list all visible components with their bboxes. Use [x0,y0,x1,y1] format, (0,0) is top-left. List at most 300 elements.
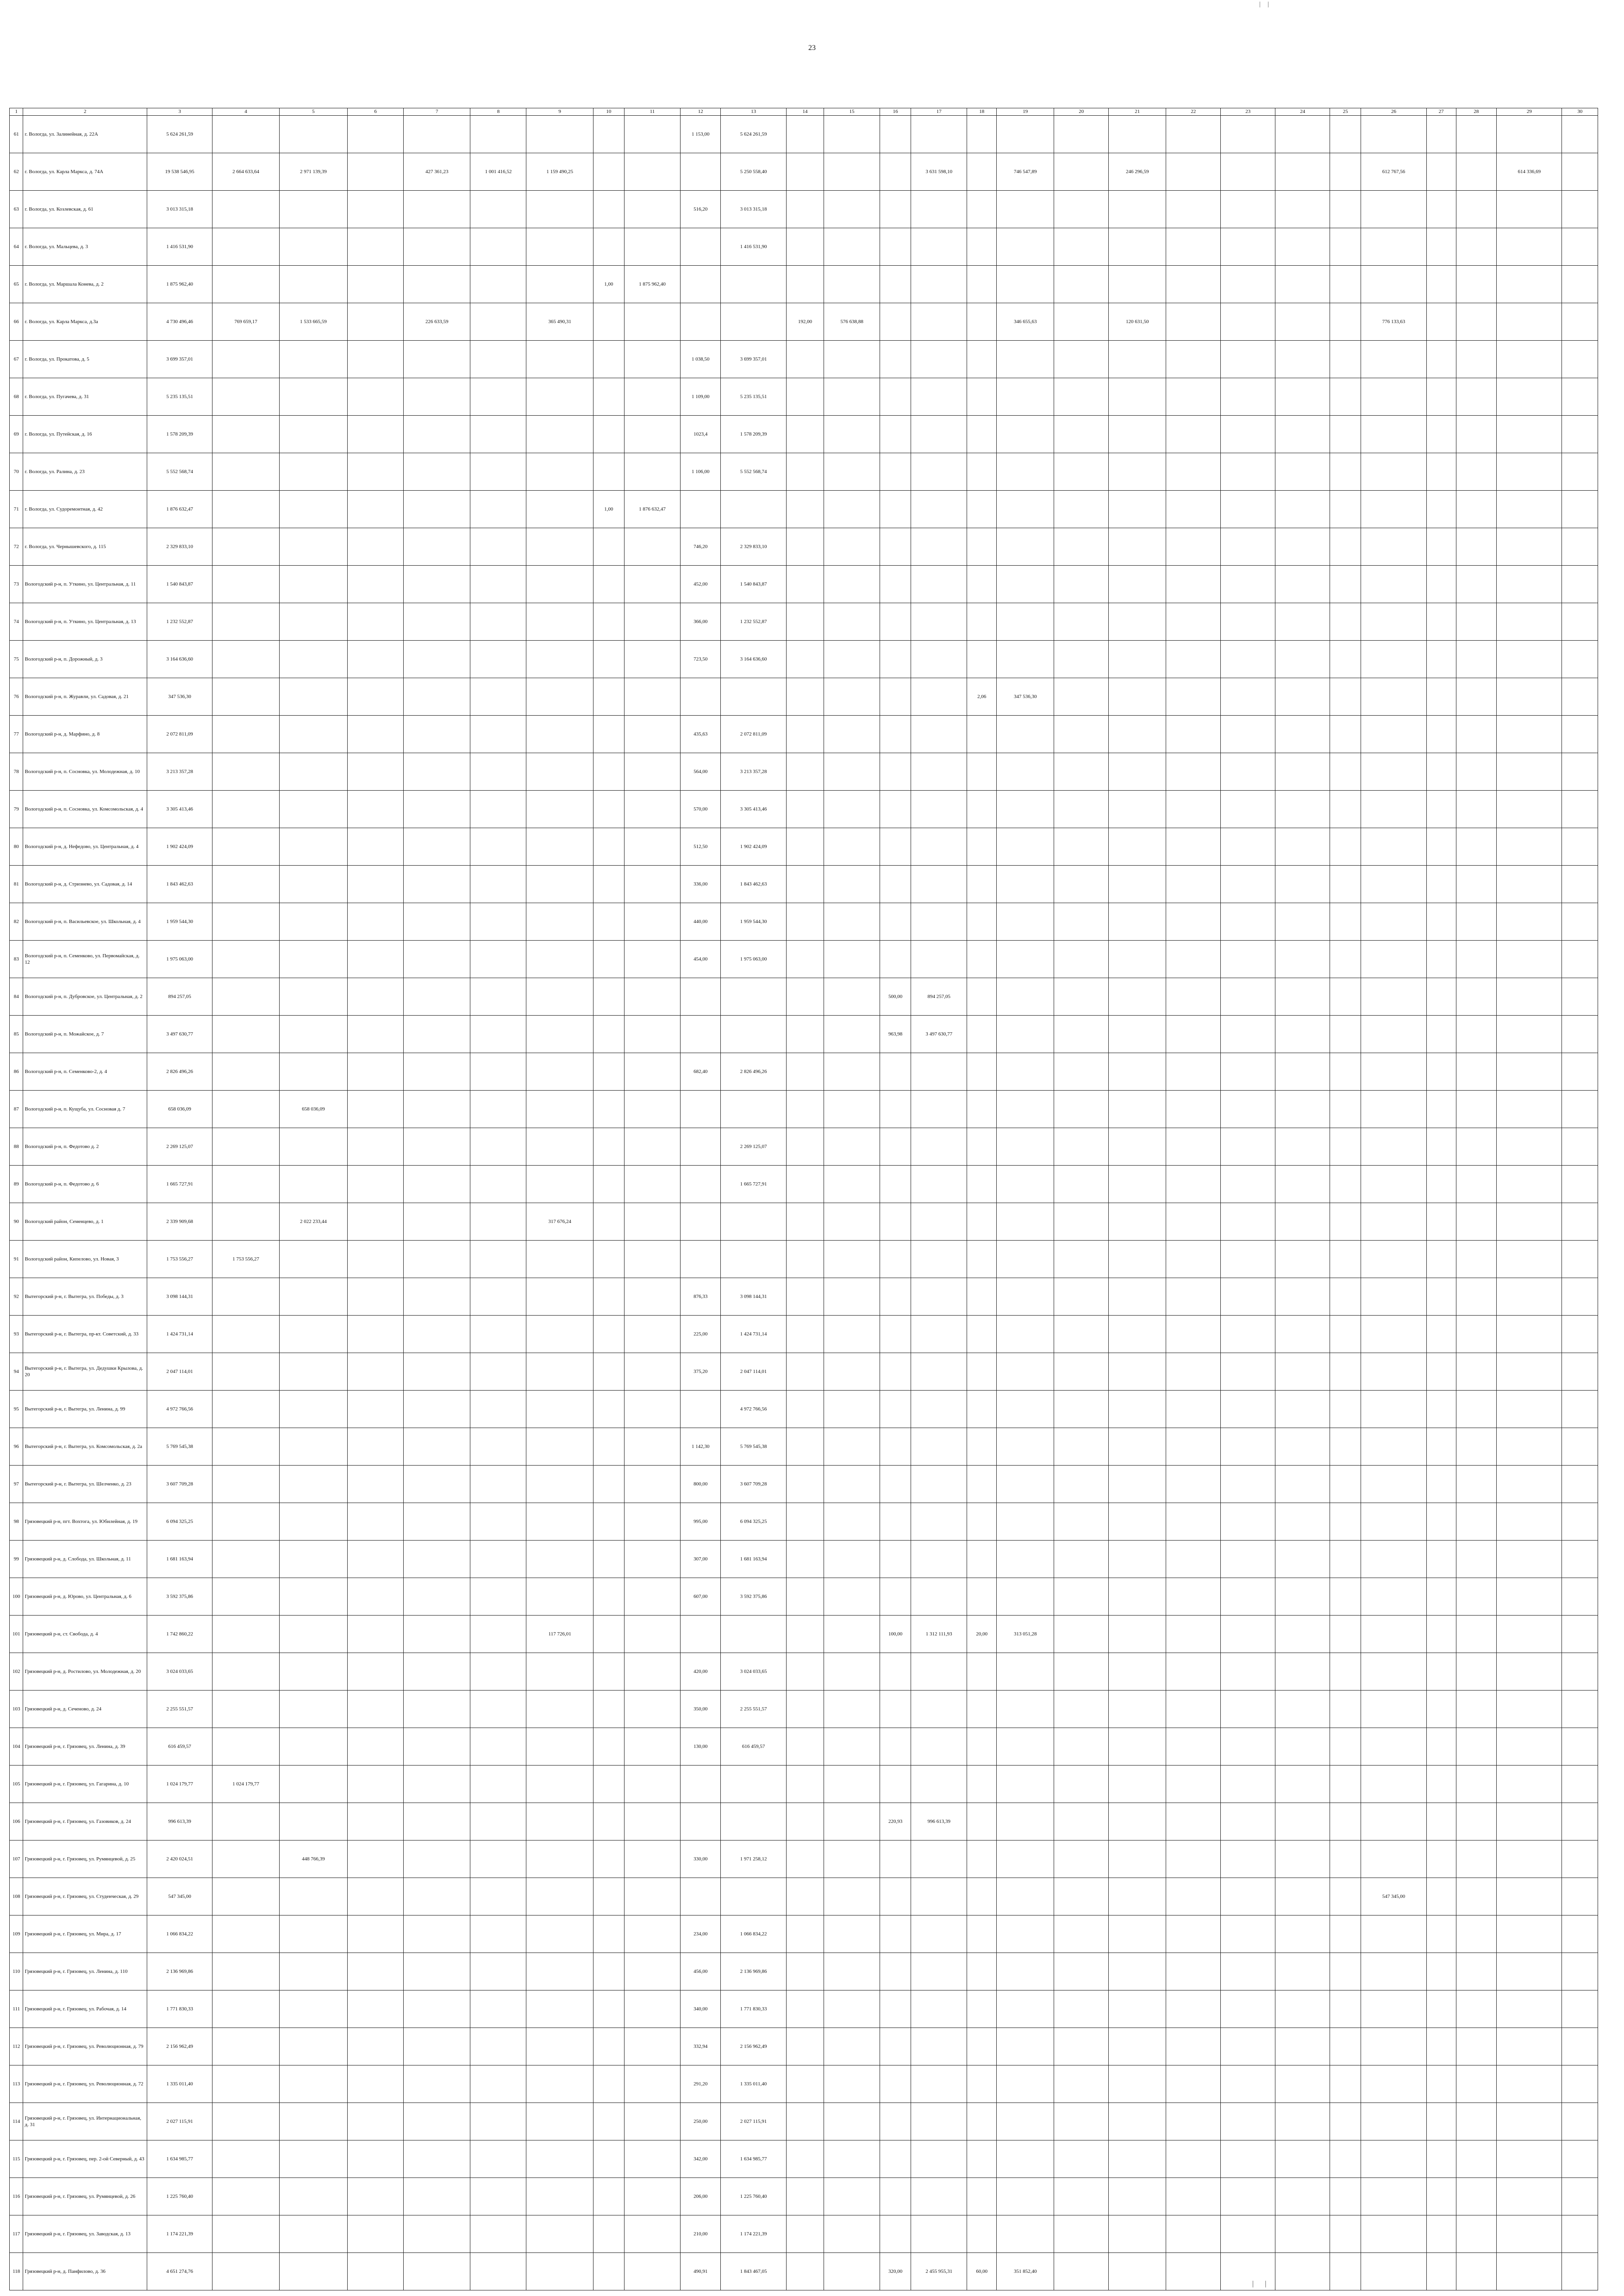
value-cell-col-30 [1562,1578,1598,1616]
value-cell-col-3: 3 699 357,01 [147,341,212,378]
value-cell-col-22 [1166,1803,1221,1841]
value-cell-col-28 [1456,1091,1496,1128]
value-cell-col-20 [1054,1128,1109,1166]
value-cell-col-14 [786,1278,824,1316]
value-cell-col-17 [911,1316,967,1353]
value-cell-col-12: 210,00 [680,2215,720,2253]
value-cell-col-14 [786,1803,824,1841]
column-number-15: 15 [824,108,880,116]
value-cell-col-9 [526,1841,593,1878]
table-row [10,1053,1598,1091]
value-cell-col-18 [967,416,997,453]
value-cell-col-12: 342,00 [680,2140,720,2178]
value-cell-col-29 [1497,1503,1562,1541]
value-cell-col-14 [786,153,824,191]
value-cell-col-24 [1275,1128,1330,1166]
value-cell-col-17: 1 312 111,93 [911,1616,967,1653]
value-cell-col-14 [786,191,824,228]
value-cell-col-3: 1 876 632,47 [147,491,212,528]
value-cell-col-10 [593,566,624,603]
value-cell-col-11 [624,116,680,153]
value-cell-col-24 [1275,1541,1330,1578]
value-cell-col-22 [1166,2103,1221,2140]
row-number: 114 [10,2103,23,2140]
value-cell-col-21 [1109,1841,1166,1878]
value-cell-col-27 [1426,528,1456,566]
value-cell-col-20 [1054,1166,1109,1203]
value-cell-col-26 [1361,453,1426,491]
value-cell-col-15 [824,528,880,566]
row-number: 65 [10,266,23,303]
value-cell-col-29 [1497,191,1562,228]
value-cell-col-11: 1 876 632,47 [624,491,680,528]
value-cell-col-4 [212,2178,279,2215]
value-cell-col-28 [1456,1878,1496,1915]
value-cell-col-27 [1426,378,1456,416]
value-cell-col-17 [911,303,967,341]
value-cell-col-4 [212,1653,279,1691]
value-cell-col-16 [880,1128,911,1166]
value-cell-col-26 [1361,1541,1426,1578]
value-cell-col-15 [824,1728,880,1766]
value-cell-col-9 [526,1541,593,1578]
value-cell-col-28 [1456,753,1496,791]
value-cell-col-21 [1109,641,1166,678]
value-cell-col-10 [593,941,624,978]
value-cell-col-8 [470,2065,526,2103]
value-cell-col-26: 776 133,63 [1361,303,1426,341]
value-cell-col-10 [593,2253,624,2290]
value-cell-col-8 [470,1616,526,1653]
value-cell-col-13: 3 607 709,28 [721,1466,786,1503]
value-cell-col-28 [1456,1503,1496,1541]
value-cell-col-18 [967,2215,997,2253]
value-cell-col-3: 5 235 135,51 [147,378,212,416]
value-cell-col-28 [1456,1466,1496,1503]
value-cell-col-21 [1109,1691,1166,1728]
table-row [10,528,1598,566]
value-cell-col-24 [1275,2253,1330,2290]
value-cell-col-4 [212,266,279,303]
value-cell-col-30 [1562,1541,1598,1578]
value-cell-col-11 [624,2178,680,2215]
value-cell-col-15 [824,641,880,678]
value-cell-col-21 [1109,1203,1166,1241]
value-cell-col-24 [1275,1241,1330,1278]
value-cell-col-6 [348,1391,404,1428]
value-cell-col-23 [1221,1278,1275,1316]
value-cell-col-19 [997,603,1054,641]
value-cell-col-21 [1109,2215,1166,2253]
address-cell: Вологодский р-н, п. Кущуба, ул. Сосновая д. 7 [23,1091,147,1128]
value-cell-col-6 [348,2140,404,2178]
value-cell-col-20 [1054,1766,1109,1803]
value-cell-col-14 [786,1616,824,1653]
value-cell-col-7 [404,116,470,153]
value-cell-col-17 [911,1353,967,1391]
value-cell-col-15 [824,1503,880,1541]
value-cell-col-27 [1426,2140,1456,2178]
value-cell-col-18 [967,303,997,341]
value-cell-col-8 [470,978,526,1016]
value-cell-col-20 [1054,153,1109,191]
value-cell-col-11 [624,1915,680,1953]
value-cell-col-3: 19 538 546,95 [147,153,212,191]
value-cell-col-3: 2 420 024,51 [147,1841,212,1878]
table-row [10,978,1598,1016]
value-cell-col-20 [1054,1241,1109,1278]
value-cell-col-24 [1275,828,1330,866]
value-cell-col-29 [1497,903,1562,941]
value-cell-col-20 [1054,941,1109,978]
value-cell-col-4 [212,2140,279,2178]
value-cell-col-27 [1426,2065,1456,2103]
column-number-26: 26 [1361,108,1426,116]
value-cell-col-11 [624,1728,680,1766]
value-cell-col-23 [1221,491,1275,528]
value-cell-col-23 [1221,716,1275,753]
value-cell-col-9 [526,116,593,153]
value-cell-col-14 [786,491,824,528]
value-cell-col-26 [1361,341,1426,378]
value-cell-col-27 [1426,1016,1456,1053]
value-cell-col-18 [967,453,997,491]
value-cell-col-15: 576 638,88 [824,303,880,341]
value-cell-col-15 [824,2140,880,2178]
value-cell-col-9 [526,2253,593,2290]
value-cell-col-15 [824,2215,880,2253]
column-number-17: 17 [911,108,967,116]
value-cell-col-16 [880,903,911,941]
value-cell-col-26 [1361,566,1426,603]
value-cell-col-6 [348,2178,404,2215]
value-cell-col-4 [212,1616,279,1653]
address-cell: Вологодский р-н, п. Федотово д. 2 [23,1128,147,1166]
value-cell-col-22 [1166,1728,1221,1766]
value-cell-col-29 [1497,1241,1562,1278]
value-cell-col-8 [470,828,526,866]
value-cell-col-4 [212,866,279,903]
row-number: 63 [10,191,23,228]
value-cell-col-10 [593,1990,624,2028]
value-cell-col-18 [967,2065,997,2103]
value-cell-col-7 [404,978,470,1016]
value-cell-col-5 [279,266,347,303]
value-cell-col-27 [1426,2178,1456,2215]
value-cell-col-8 [470,2178,526,2215]
value-cell-col-27 [1426,941,1456,978]
value-cell-col-16 [880,116,911,153]
value-cell-col-4 [212,1203,279,1241]
value-cell-col-8 [470,266,526,303]
value-cell-col-11 [624,2215,680,2253]
value-cell-col-22 [1166,1353,1221,1391]
value-cell-col-26 [1361,866,1426,903]
value-cell-col-11 [624,416,680,453]
value-cell-col-28 [1456,1428,1496,1466]
value-cell-col-4 [212,1578,279,1616]
value-cell-col-11 [624,228,680,266]
value-cell-col-7 [404,791,470,828]
value-cell-col-24 [1275,1691,1330,1728]
value-cell-col-13 [721,303,786,341]
value-cell-col-5 [279,1466,347,1503]
value-cell-col-21 [1109,1016,1166,1053]
value-cell-col-7 [404,1990,470,2028]
value-cell-col-12: 723,50 [680,641,720,678]
table-row [10,791,1598,828]
value-cell-col-4 [212,941,279,978]
value-cell-col-30 [1562,116,1598,153]
value-cell-col-5 [279,2065,347,2103]
value-cell-col-4 [212,1428,279,1466]
column-number-29: 29 [1497,108,1562,116]
value-cell-col-12 [680,1166,720,1203]
value-cell-col-23 [1221,2215,1275,2253]
value-cell-col-21 [1109,791,1166,828]
value-cell-col-10 [593,1953,624,1990]
value-cell-col-19 [997,2065,1054,2103]
value-cell-col-23 [1221,1316,1275,1353]
value-cell-col-5 [279,941,347,978]
value-cell-col-15 [824,266,880,303]
value-cell-col-28 [1456,2103,1496,2140]
value-cell-col-7 [404,2103,470,2140]
value-cell-col-10 [593,1391,624,1428]
value-cell-col-29 [1497,1578,1562,1616]
value-cell-col-21 [1109,1128,1166,1166]
value-cell-col-16 [880,753,911,791]
value-cell-col-21 [1109,2140,1166,2178]
value-cell-col-26 [1361,1391,1426,1428]
value-cell-col-14 [786,566,824,603]
value-cell-col-15 [824,1616,880,1653]
value-cell-col-15 [824,1428,880,1466]
value-cell-col-18 [967,1428,997,1466]
value-cell-col-20 [1054,903,1109,941]
address-cell: Грязовецкий р-н, ст. Свобода, д. 4 [23,1616,147,1653]
value-cell-col-10 [593,1166,624,1203]
value-cell-col-16 [880,1466,911,1503]
value-cell-col-26 [1361,491,1426,528]
value-cell-col-8 [470,791,526,828]
table-row [10,1166,1598,1203]
value-cell-col-20 [1054,341,1109,378]
value-cell-col-23 [1221,1990,1275,2028]
value-cell-col-9 [526,1503,593,1541]
value-cell-col-14 [786,1053,824,1091]
value-cell-col-3: 3 213 357,28 [147,753,212,791]
value-cell-col-21 [1109,228,1166,266]
value-cell-col-14 [786,116,824,153]
value-cell-col-8 [470,1653,526,1691]
value-cell-col-28 [1456,2253,1496,2290]
value-cell-col-27 [1426,2253,1456,2290]
value-cell-col-27 [1426,1128,1456,1166]
value-cell-col-3: 3 497 630,77 [147,1016,212,1053]
value-cell-col-13: 1 902 424,09 [721,828,786,866]
value-cell-col-27 [1426,1391,1456,1428]
value-cell-col-22 [1166,1691,1221,1728]
row-number: 101 [10,1616,23,1653]
value-cell-col-23 [1221,678,1275,716]
value-cell-col-22 [1166,828,1221,866]
value-cell-col-3: 3 098 144,31 [147,1278,212,1316]
value-cell-col-22 [1166,941,1221,978]
value-cell-col-23 [1221,791,1275,828]
value-cell-col-25 [1330,1878,1361,1915]
value-cell-col-6 [348,1091,404,1128]
row-number: 64 [10,228,23,266]
value-cell-col-16 [880,1316,911,1353]
value-cell-col-24 [1275,1616,1330,1653]
value-cell-col-12: 366,00 [680,603,720,641]
row-number: 82 [10,903,23,941]
value-cell-col-23 [1221,1578,1275,1616]
value-cell-col-29 [1497,1541,1562,1578]
value-cell-col-29 [1497,1466,1562,1503]
column-number-10: 10 [593,108,624,116]
value-cell-col-11 [624,1503,680,1541]
value-cell-col-24 [1275,1878,1330,1915]
value-cell-col-23 [1221,2140,1275,2178]
value-cell-col-14 [786,2178,824,2215]
value-cell-col-20 [1054,603,1109,641]
value-cell-col-5 [279,2140,347,2178]
column-number-16: 16 [880,108,911,116]
value-cell-col-28 [1456,1691,1496,1728]
table-row [10,228,1598,266]
value-cell-col-25 [1330,678,1361,716]
value-cell-col-25 [1330,116,1361,153]
value-cell-col-5 [279,491,347,528]
value-cell-col-19 [997,1766,1054,1803]
value-cell-col-13: 3 592 375,86 [721,1578,786,1616]
value-cell-col-28 [1456,866,1496,903]
value-cell-col-15 [824,866,880,903]
value-cell-col-29 [1497,1391,1562,1428]
value-cell-col-15 [824,1391,880,1428]
value-cell-col-29 [1497,1053,1562,1091]
value-cell-col-28 [1456,903,1496,941]
value-cell-col-21 [1109,903,1166,941]
value-cell-col-8 [470,716,526,753]
value-cell-col-29 [1497,566,1562,603]
value-cell-col-27 [1426,228,1456,266]
value-cell-col-29: 614 336,69 [1497,153,1562,191]
value-cell-col-25 [1330,603,1361,641]
value-cell-col-25 [1330,1391,1361,1428]
value-cell-col-9 [526,2065,593,2103]
value-cell-col-13: 1 578 209,39 [721,416,786,453]
value-cell-col-19 [997,1578,1054,1616]
value-cell-col-25 [1330,1616,1361,1653]
value-cell-col-12: 876,33 [680,1278,720,1316]
value-cell-col-18 [967,1691,997,1728]
value-cell-col-22 [1166,341,1221,378]
value-cell-col-6 [348,1128,404,1166]
value-cell-col-30 [1562,716,1598,753]
value-cell-col-29 [1497,791,1562,828]
value-cell-col-30 [1562,2178,1598,2215]
value-cell-col-17 [911,1166,967,1203]
value-cell-col-19 [997,416,1054,453]
value-cell-col-16 [880,1166,911,1203]
value-cell-col-19: 746 547,89 [997,153,1054,191]
value-cell-col-24 [1275,791,1330,828]
value-cell-col-16 [880,716,911,753]
value-cell-col-27 [1426,266,1456,303]
value-cell-col-12: 452,00 [680,566,720,603]
column-number-row [10,108,1598,116]
value-cell-col-9 [526,791,593,828]
value-cell-col-11 [624,1466,680,1503]
value-cell-col-4 [212,2103,279,2140]
value-cell-col-22 [1166,566,1221,603]
table-row [10,416,1598,453]
column-number-14: 14 [786,108,824,116]
value-cell-col-19 [997,1016,1054,1053]
value-cell-col-5: 2 022 233,44 [279,1203,347,1241]
value-cell-col-21 [1109,2065,1166,2103]
address-cell: Грязовецкий р-н, г. Грязовец, ул. Революционная, д. 72 [23,2065,147,2103]
value-cell-col-20 [1054,716,1109,753]
value-cell-col-13 [721,1203,786,1241]
row-number: 97 [10,1466,23,1503]
table-row [10,1316,1598,1353]
row-number: 69 [10,416,23,453]
value-cell-col-8 [470,641,526,678]
value-cell-col-27 [1426,491,1456,528]
value-cell-col-17 [911,678,967,716]
value-cell-col-23 [1221,1166,1275,1203]
value-cell-col-15 [824,566,880,603]
value-cell-col-18 [967,1503,997,1541]
value-cell-col-13: 2 072 811,09 [721,716,786,753]
value-cell-col-30 [1562,941,1598,978]
value-cell-col-14 [786,378,824,416]
address-cell: г. Вологда, ул. Пугачева, д. 31 [23,378,147,416]
value-cell-col-22 [1166,1016,1221,1053]
value-cell-col-23 [1221,191,1275,228]
table-row [10,378,1598,416]
value-cell-col-15 [824,2103,880,2140]
value-cell-col-19 [997,2178,1054,2215]
value-cell-col-28 [1456,491,1496,528]
value-cell-col-13 [721,978,786,1016]
value-cell-col-3: 2 156 962,49 [147,2028,212,2065]
value-cell-col-20 [1054,1953,1109,1990]
value-cell-col-19 [997,453,1054,491]
value-cell-col-26 [1361,1766,1426,1803]
value-cell-col-26 [1361,1203,1426,1241]
value-cell-col-8 [470,303,526,341]
value-cell-col-27 [1426,1428,1456,1466]
value-cell-col-30 [1562,678,1598,716]
value-cell-col-17 [911,1278,967,1316]
value-cell-col-28 [1456,2065,1496,2103]
value-cell-col-24 [1275,2140,1330,2178]
value-cell-col-13: 1 232 552,87 [721,603,786,641]
value-cell-col-21 [1109,2253,1166,2290]
value-cell-col-28 [1456,2215,1496,2253]
value-cell-col-7 [404,1953,470,1990]
value-cell-col-19 [997,2103,1054,2140]
value-cell-col-10 [593,1766,624,1803]
value-cell-col-11 [624,791,680,828]
value-cell-col-12: 130,00 [680,1728,720,1766]
value-cell-col-30 [1562,191,1598,228]
